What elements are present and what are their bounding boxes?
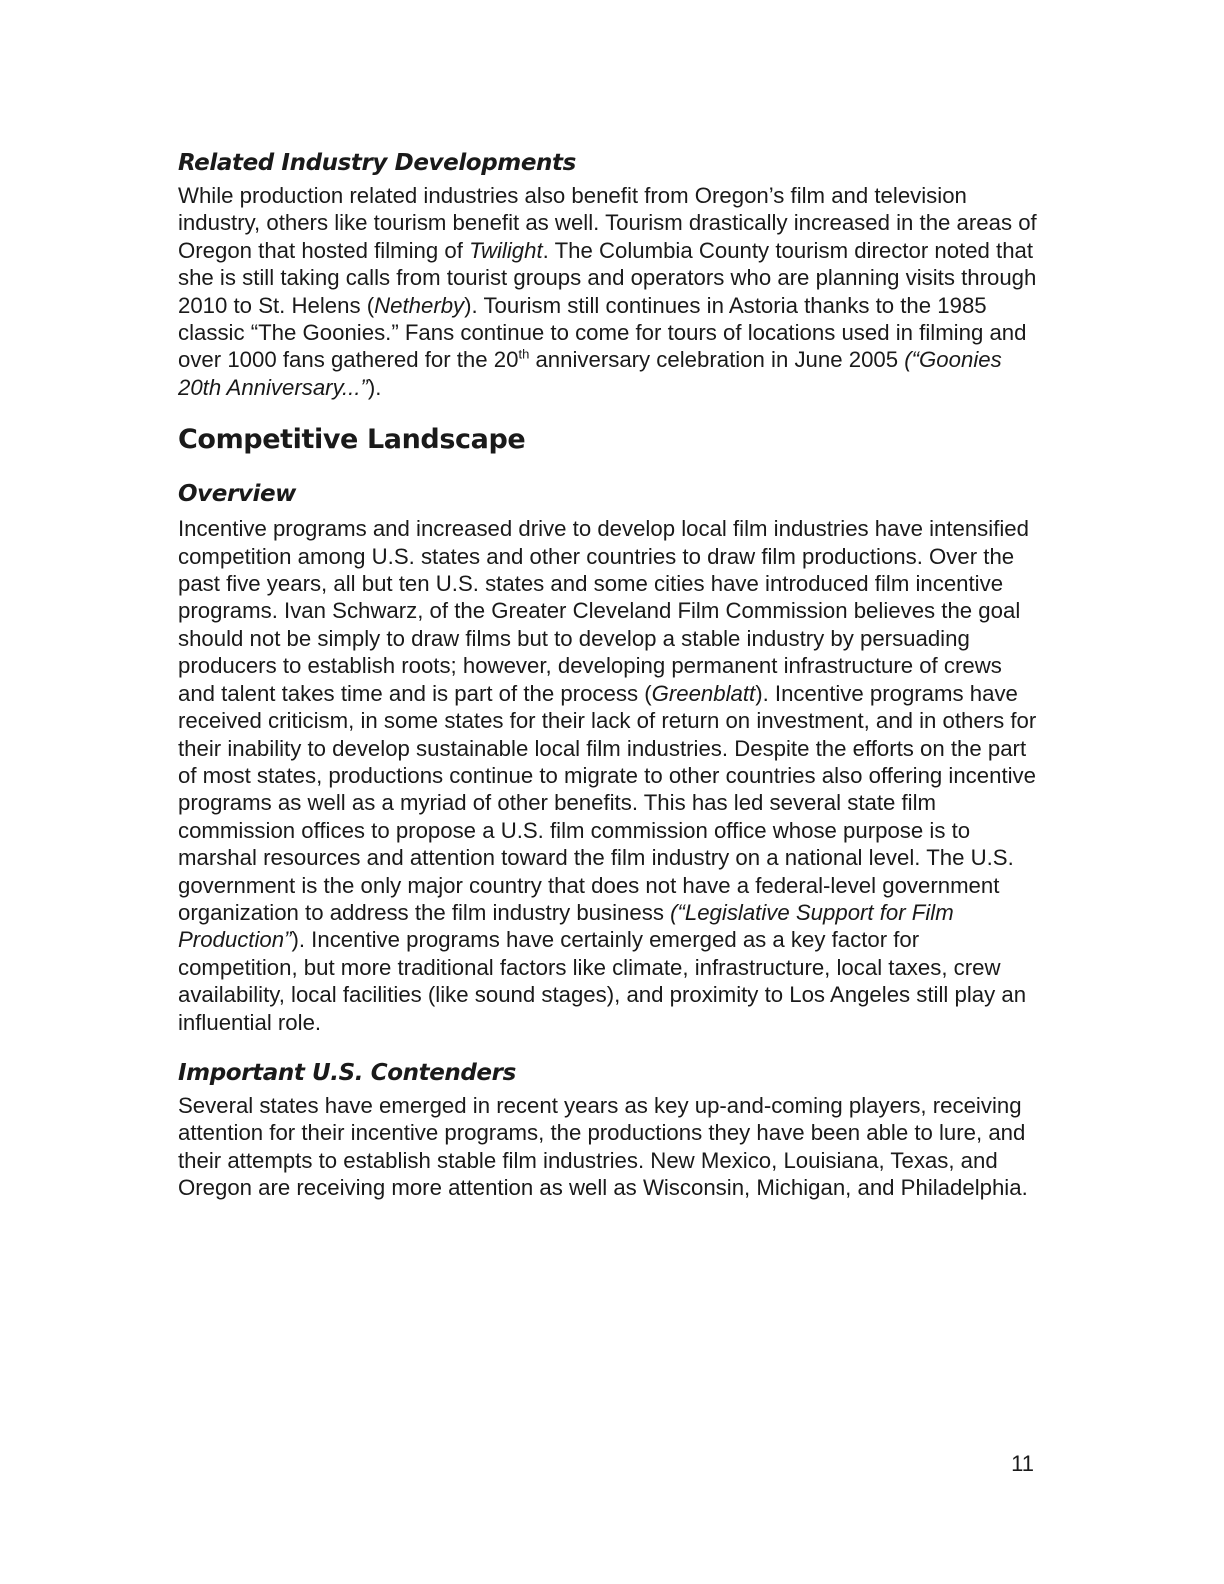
superscript-text: th xyxy=(518,347,530,363)
text-run: ). Tourism still continues in Astoria thanks to the 1985 classic “The Goonies.” Fans continue to come for tours of locations used in filming and over 1000 fans gathered for the 20 xyxy=(178,292,1027,373)
italic-text: Greenblatt xyxy=(651,680,756,706)
section-heading-important-us-contenders: Important U.S. Contenders xyxy=(178,1059,516,1086)
italic-text: (“Goonies 20th Anniversary...” xyxy=(178,347,1002,400)
section-heading-competitive-landscape: Competitive Landscape xyxy=(178,424,526,456)
text-run: Incentive programs and increased drive to develop local film industries have intensified competition among U.S. states and other countries to draw film productions. Over the past five years, all but ten U.S. states and some cities have introduced film incentive programs. Ivan Schwarz, of the Greater Cleveland Film Commission believes the goal should not be simply to draw films but to develop a stable industry by persuading producers to establish roots; however, developing permanent infrastructure of crews and talent takes time and is part of the process ( xyxy=(178,516,1029,706)
text-run: While production related industries also benefit from Oregon’s film and television industry, others like tourism benefit as well. Tourism drastically increased in the areas of Oregon that hosted filming of xyxy=(178,183,1037,263)
italic-text: (“Legislative Support for Film Production” xyxy=(178,899,954,953)
section-heading-overview: Overview xyxy=(178,481,297,508)
italic-text: Twilight xyxy=(469,237,543,263)
paragraph-overview xyxy=(178,515,1038,1036)
page-content xyxy=(178,148,1038,1202)
paragraph-related-industry xyxy=(178,182,1038,401)
text-run: ). Incentive programs have certainly emerged as a key factor for competition, but more traditional factors like climate, infrastructure, local taxes, crew availability, local facilities (like sound stages), and proximity to Los Angeles still play an influential role. xyxy=(178,927,1027,1035)
text-run: anniversary celebration in June 2005 xyxy=(529,347,905,373)
text-run: Several states have emerged in recent years as key up-and-coming players, receiving attention for their incentive programs, the productions they have been able to lure, and their attempts to establish stable film industries. New Mexico, Louisiana, Texas, and Oregon are receiving more attention as well as Wisconsin, Michigan, and Philadelphia. xyxy=(178,1092,1028,1201)
text-run: ). xyxy=(367,374,382,400)
paragraph-contenders xyxy=(178,1092,1038,1202)
section-heading-related-industry-developments: Related Industry Developments xyxy=(178,150,576,176)
text-run: . The Columbia County tourism director noted that she is still taking calls from tourist groups and operators who are planning visits through 2010 to St. Helens ( xyxy=(178,237,1037,318)
page-number: 11 xyxy=(1011,1451,1034,1476)
italic-text: Netherby xyxy=(374,292,465,318)
text-run: ). Incentive programs have received criticism, in some states for their lack of return on investment, and in others for their inability to develop sustainable local film industries. Despite the efforts on the part of most states, productions continue to migrate to other countries also offering incentive programs as well as a myriad of other benefits. This has led several state film commission offices to propose a U.S. film commission office whose purpose is to marshal resources and attention toward the film industry on a national level. The U.S. government is the only major country that does not have a federal-level government organization to address the film industry business xyxy=(178,680,1037,925)
